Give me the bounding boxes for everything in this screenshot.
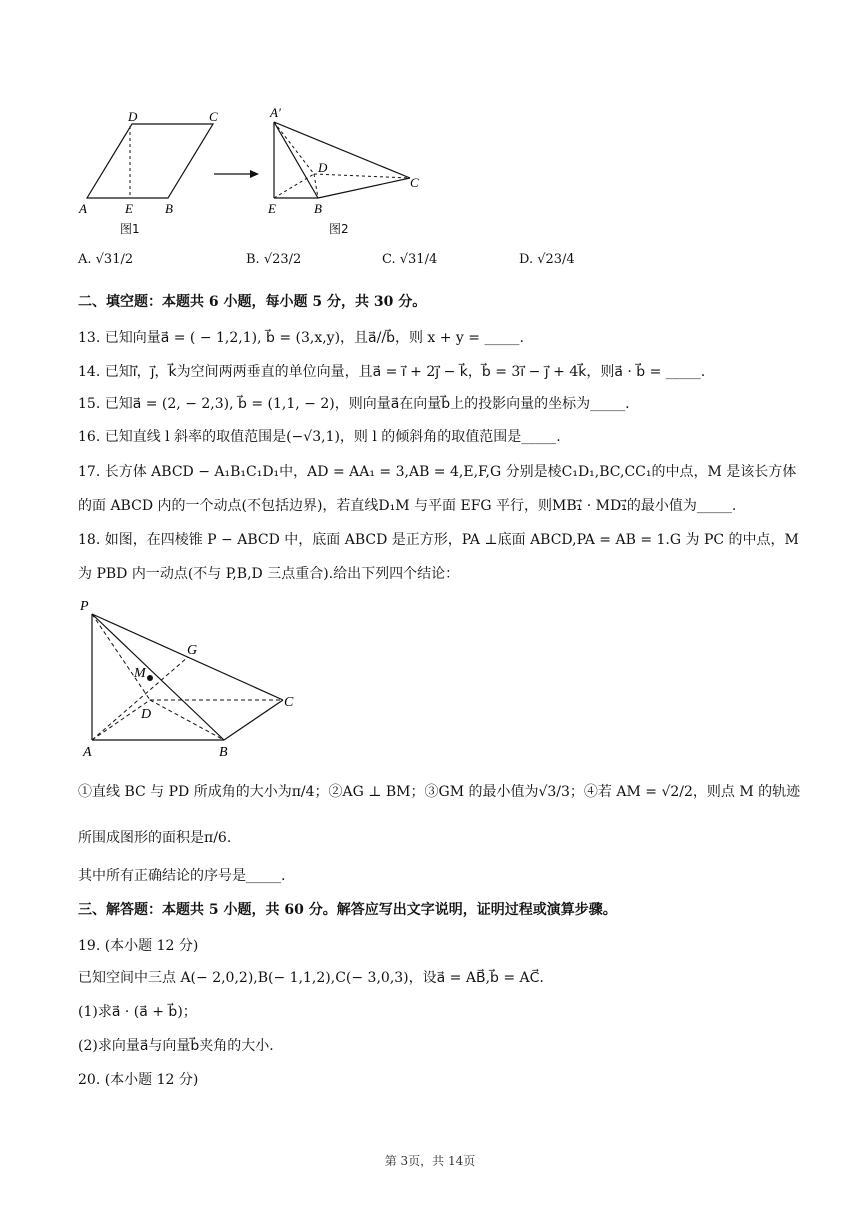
fig3-label-G: G: [187, 643, 198, 658]
question-18-line-3: ①直线 BC 与 PD 所成角的大小为π/4；②AG ⊥ BM；③GM 的最小值为√3/3；④若 AM = √2/2，则点 M 的轨迹: [78, 784, 801, 800]
fig2-label-C: C: [410, 175, 419, 190]
question-18-line-5: 其中所有正确结论的序号是_____.: [78, 868, 286, 884]
choice-c: C. √31/4: [382, 252, 438, 267]
fig3-label-B: B: [219, 745, 228, 760]
fig3-label-C: C: [284, 695, 294, 710]
fig3-label-M: M: [134, 666, 146, 681]
fig1-label-A: A: [79, 201, 87, 216]
choice-b: B. √23/2: [246, 252, 302, 267]
section-3-heading: 三、解答题：本题共 5 小题，共 60 分。解答应写出文字说明，证明过程或演算步骤。: [78, 902, 617, 918]
question-16: 16. 已知直线 l 斜率的取值范围是(−√3,1)，则 l 的倾斜角的取值范围是_____.: [78, 429, 561, 445]
figures-1-2: [78, 104, 438, 236]
question-19-line-2: (1)求a⃗ · (a⃗ + b⃗)；: [78, 1004, 197, 1020]
figure-2: [267, 105, 419, 216]
question-18-line-1: 18. 如图，在四棱锥 P − ABCD 中，底面 ABCD 是正方形，PA ⊥底面 ABCD,PA = AB = 1.G 为 PC 的中点，M: [78, 532, 799, 548]
page-footer: 第 3页，共 14页: [384, 1154, 476, 1168]
question-14: 14. 已知i⃗，j⃗，k⃗为空间两两垂直的单位向量，且a⃗ = i⃗ + 2j⃗ − k⃗，b⃗ = 3i⃗ − j⃗ + 4k⃗，则a⃗ · b⃗ = _____.: [78, 364, 706, 380]
question-19-line-3: (2)求向量a⃗与向量b⃗夹角的大小.: [78, 1038, 274, 1054]
fig2-label-A-prime: A′: [270, 105, 281, 120]
figure-1: [78, 109, 218, 216]
fig1-label-C: C: [209, 109, 218, 124]
choice-a: A. √31/2: [78, 252, 134, 267]
fig3-label-A: A: [83, 745, 92, 760]
arrow-icon: [214, 170, 259, 178]
fig3-label-D: D: [141, 707, 152, 722]
question-19-title: 19. (本小题 12 分): [78, 938, 199, 954]
question-20-title: 20. (本小题 12 分): [78, 1072, 199, 1088]
fig2-label-D: D: [318, 160, 328, 175]
fig2-label-B: B: [314, 201, 322, 216]
figure-2-caption: 图2: [329, 222, 349, 236]
fig1-label-E: E: [125, 201, 133, 216]
question-18-line-4: 所围成图形的面积是π/6.: [78, 830, 232, 846]
choice-d: D. √23/4: [519, 252, 575, 267]
question-17-line-1: 17. 长方体 ABCD − A₁B₁C₁D₁中，AD = AA₁ = 3,AB = 4,E,F,G 分别是棱C₁D₁,BC,CC₁的中点，M 是该长方体: [78, 464, 797, 480]
fig1-label-D: D: [128, 109, 138, 124]
fig2-label-E: E: [268, 201, 276, 216]
section-2-heading: 二、填空题：本题共 6 小题，每小题 5 分，共 30 分。: [78, 294, 427, 310]
question-15: 15. 已知a⃗ = (2, − 2,3), b⃗ = (1,1, − 2)，则向量a⃗在向量b⃗上的投影向量的坐标为_____.: [78, 396, 630, 412]
fig1-label-B: B: [165, 201, 173, 216]
fig3-label-P: P: [80, 599, 89, 614]
figure-1-caption: 图1: [120, 222, 140, 236]
question-19-line-1: 已知空间中三点 A(− 2,0,2),B(− 1,1,2),C(− 3,0,3)，设a⃗ = AB⃗,b⃗ = AC⃗.: [78, 970, 544, 986]
figure-pyramid: [78, 596, 318, 762]
question-13: 13. 已知向量a⃗ = ( − 1,2,1), b⃗ = (3,x,y)，且a⃗//b⃗，则 x + y = _____.: [78, 330, 524, 346]
question-17-line-2: 的面 ABCD 内的一个动点(不包括边界)，若直线D₁M 与平面 EFG 平行，则MB₁⃗ · MD₁⃗的最小值为_____.: [78, 498, 737, 514]
question-18-line-2: 为 PBD 内一动点(不与 P,B,D 三点重合).给出下列四个结论：: [78, 566, 460, 582]
